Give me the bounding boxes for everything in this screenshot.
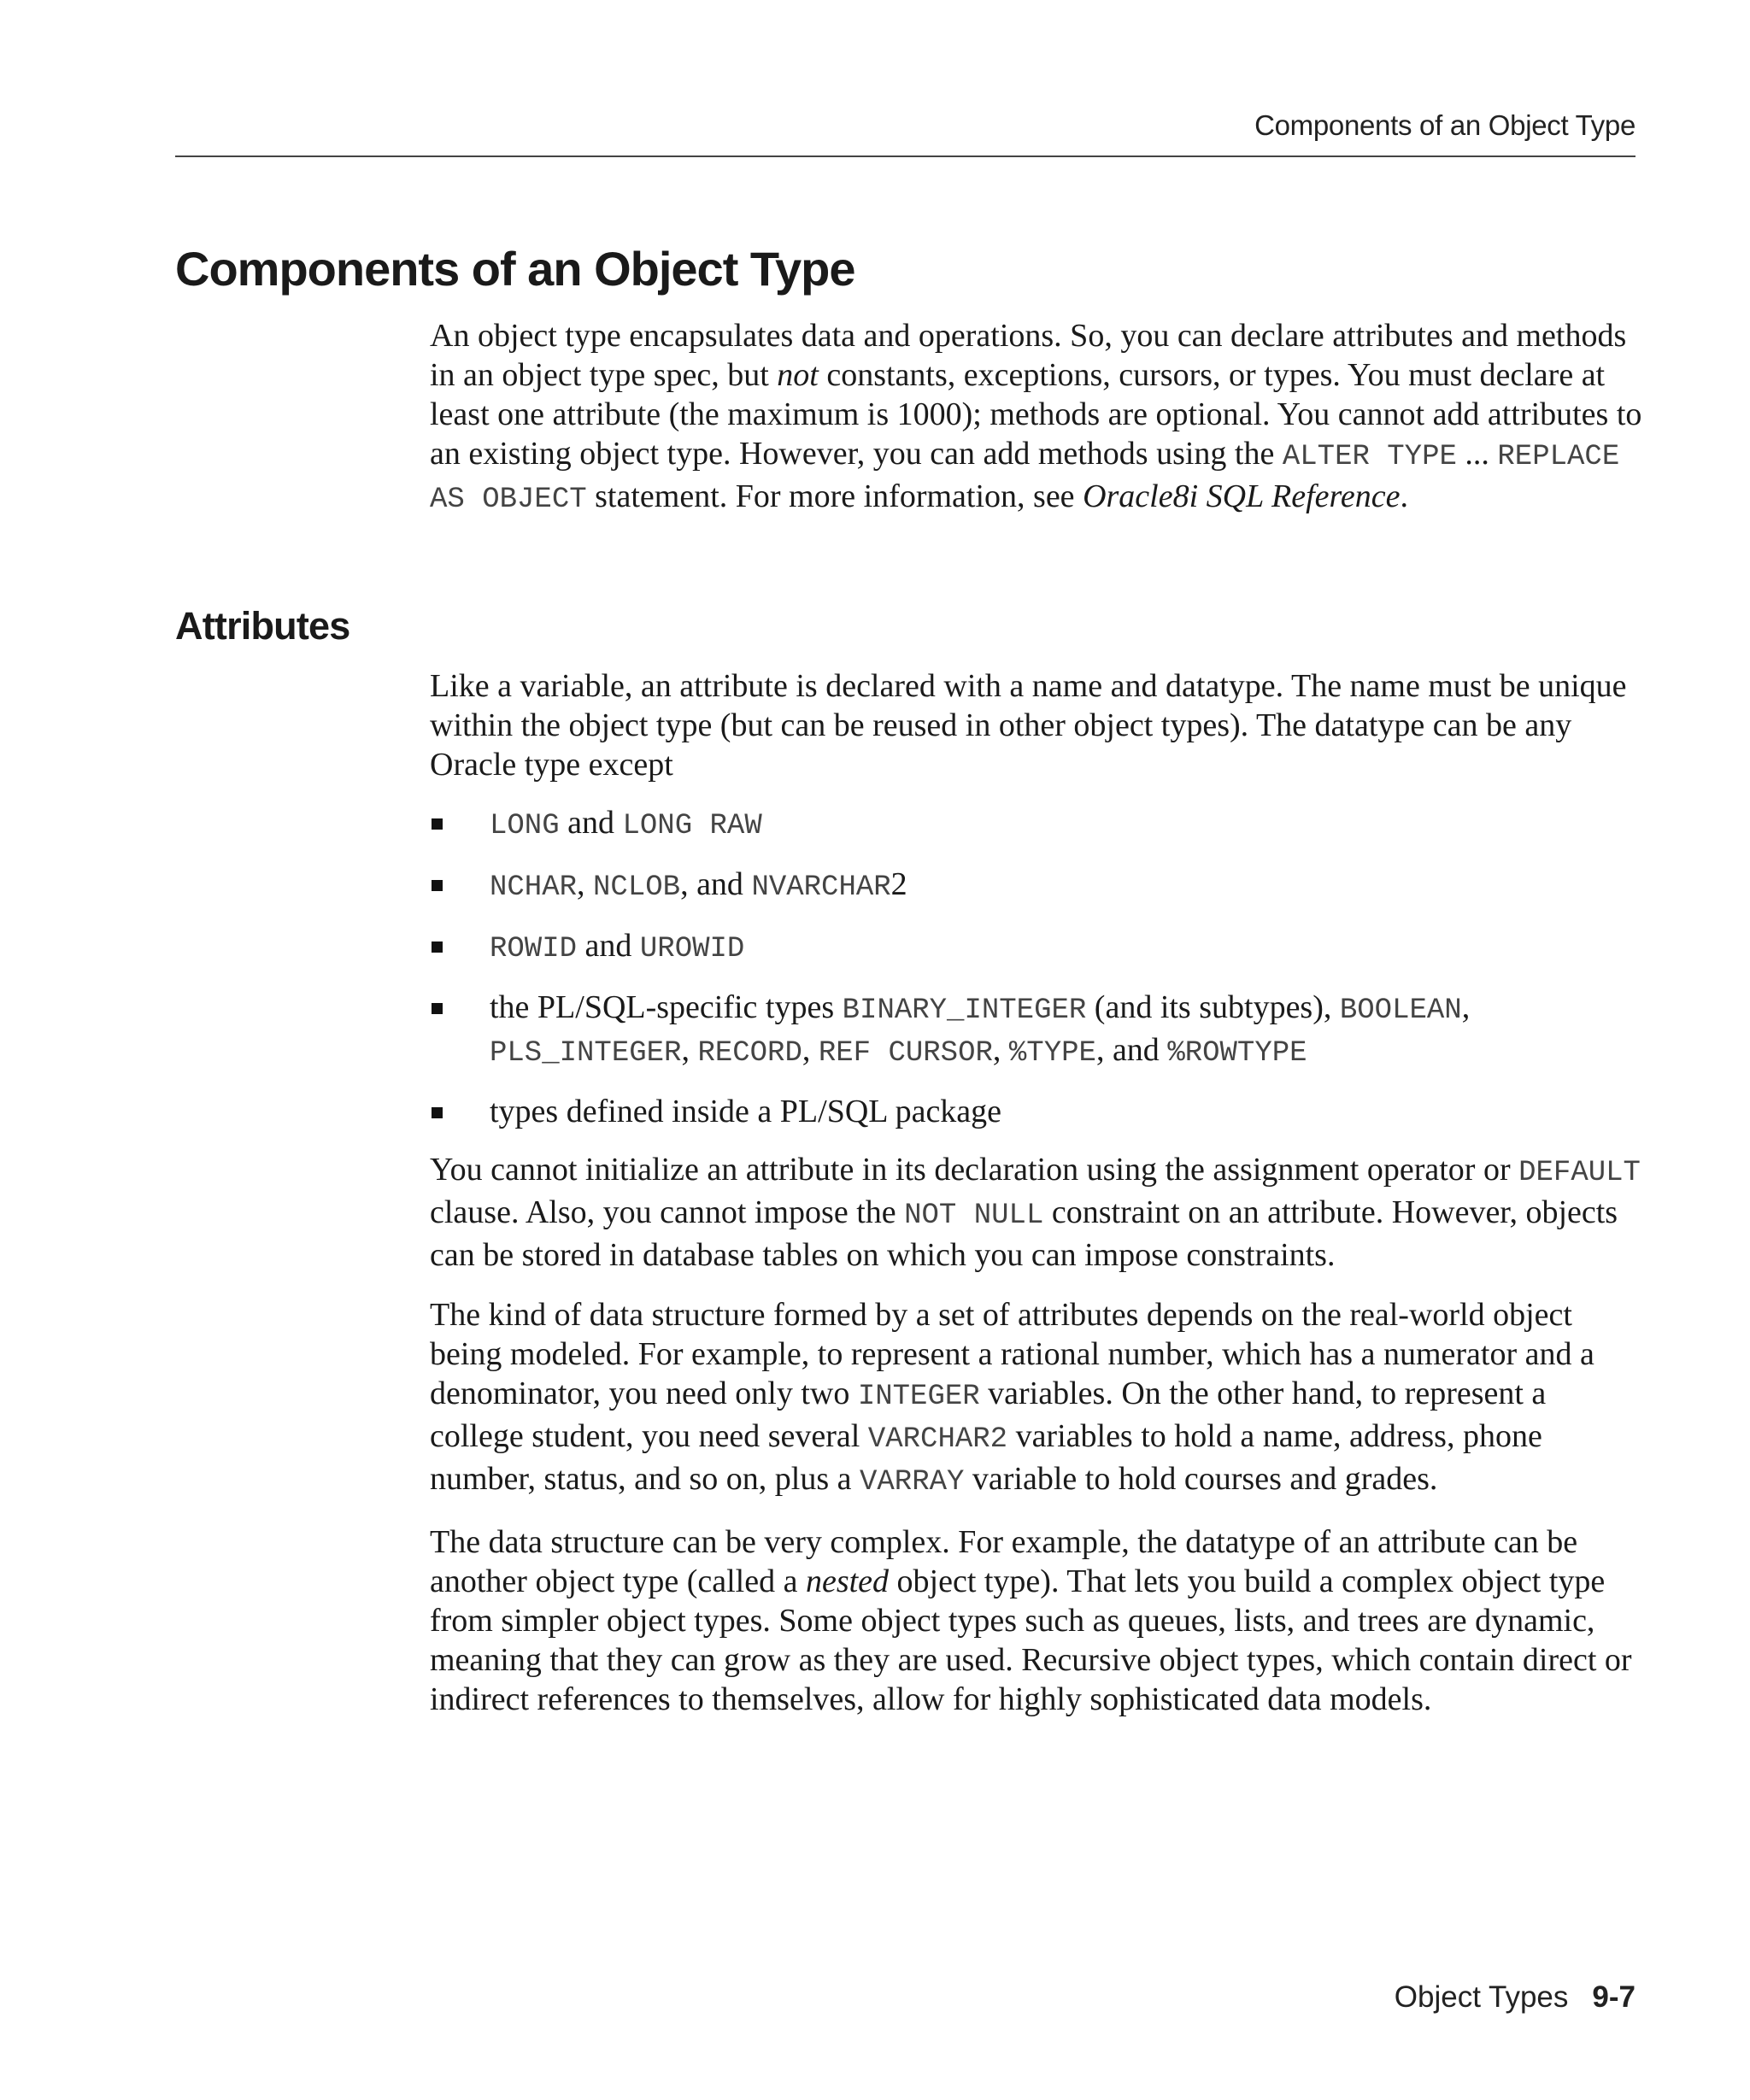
- intro-reference-title: Oracle8i SQL Reference: [1083, 478, 1401, 514]
- header-rule: [175, 155, 1635, 157]
- intro-text-1: An object type encapsulates data and operations. So, you can declare attributes and methods in an object type spec, but: [430, 318, 1627, 393]
- bullet-icon: [432, 818, 443, 830]
- paragraph-text: object type). That lets you build a complex object type from simpler object types. Some object types such as queues, lists, and trees are dynamic, meaning that they can grow as they are used. Recursive object types, which contain direct or indirect references to themselves, allow for highly sophisticated data models.: [430, 1563, 1632, 1717]
- code-nvarchar: NVARCHAR: [751, 871, 891, 904]
- list-item: [430, 988, 1643, 1073]
- code-ref-cursor: REF CURSOR: [818, 1037, 993, 1070]
- paragraph-text: The kind of data structure formed by a set of attributes depends on the real-world object being modeled. For example, to represent a rational number, which has a numerator and a denominator, you need only two: [430, 1297, 1594, 1411]
- paragraph-text: variables to hold a name, address, phone number, status, and so on, plus a: [430, 1418, 1542, 1497]
- list-text: the PL/SQL-specific types: [490, 989, 843, 1025]
- list-text: 2: [890, 866, 907, 902]
- paragraph-text: variable to hold courses and grades.: [964, 1461, 1438, 1497]
- bullet-icon: [432, 1107, 443, 1118]
- intro-code-replace-as-object: REPLACE AS OBJECT: [430, 441, 1620, 516]
- section-title: Components of an Object Type: [175, 242, 855, 296]
- code-urowid: UROWID: [639, 933, 745, 965]
- list-text: ,: [681, 1032, 698, 1068]
- list-text: (and its subtypes),: [1086, 989, 1340, 1025]
- list-text: and: [577, 928, 640, 964]
- list-text: and: [559, 805, 623, 841]
- code-nchar: NCHAR: [490, 871, 578, 904]
- list-text: types defined inside a PL/SQL package: [490, 1094, 1002, 1129]
- page-number: 9-7: [1592, 1980, 1635, 2014]
- code-binary-integer: BINARY_INTEGER: [842, 994, 1087, 1027]
- emphasis-nested: nested: [805, 1563, 890, 1599]
- attributes-paragraph-4: [430, 1522, 1643, 1719]
- list-text: , and: [1095, 1032, 1168, 1068]
- code-varray: VARRAY: [859, 1466, 965, 1499]
- paragraph-text: constraint on an attribute. However, objects can be stored in database tables on which you can impose constraints.: [430, 1194, 1618, 1273]
- paragraph-text: variables. On the other hand, to represent a college student, you need several: [430, 1376, 1547, 1454]
- attributes-body: [430, 666, 1643, 1719]
- code-not-null: NOT NULL: [904, 1200, 1044, 1232]
- attributes-heading: Attributes: [175, 604, 350, 648]
- running-header: Components of an Object Type: [1254, 109, 1635, 141]
- intro-code-alter-type: ALTER TYPE: [1282, 441, 1457, 473]
- list-item: [430, 865, 1643, 907]
- code-integer: INTEGER: [857, 1381, 980, 1413]
- intro-paragraph: [430, 316, 1643, 519]
- list-text: ,: [992, 1032, 1009, 1068]
- code-varchar2: VARCHAR2: [867, 1423, 1008, 1456]
- bullet-icon: [432, 1003, 443, 1014]
- attributes-paragraph-2: [430, 1150, 1643, 1275]
- code-default: DEFAULT: [1518, 1157, 1641, 1189]
- code-long-raw: LONG RAW: [622, 810, 762, 842]
- bullet-icon: [432, 941, 443, 953]
- list-item: [430, 803, 1643, 846]
- list-item: [430, 1092, 1643, 1131]
- bullet-icon: [432, 880, 443, 891]
- page-footer: [1395, 1980, 1635, 2015]
- code-percent-type: %TYPE: [1008, 1037, 1096, 1070]
- code-percent-rowtype: %ROWTYPE: [1167, 1037, 1307, 1070]
- paragraph-text: clause. Also, you cannot impose the: [430, 1194, 905, 1230]
- excluded-types-list: [430, 803, 1643, 1131]
- code-pls-integer: PLS_INTEGER: [490, 1037, 682, 1070]
- intro-text-5: .: [1400, 478, 1409, 514]
- footer-chapter: Object Types: [1394, 1980, 1569, 2014]
- attributes-paragraph-3: [430, 1295, 1643, 1502]
- list-text: ,: [577, 866, 594, 902]
- code-boolean: BOOLEAN: [1339, 994, 1462, 1027]
- list-text: , and: [680, 866, 752, 902]
- code-long: LONG: [490, 810, 560, 842]
- intro-emphasis-not: not: [777, 357, 819, 393]
- intro-text-2: constants, exceptions, cursors, or types. You must declare at least one attribute (the maximum is 1000); methods are optional. You cannot add attributes to an existing object type. However, you can add methods using the: [430, 357, 1642, 472]
- paragraph-text: You cannot initialize an attribute in its declaration using the assignment operator or: [430, 1152, 1519, 1188]
- attributes-paragraph-1: Like a variable, an attribute is declared with a name and datatype. The name must be unique within the object type (but can be reused in other object types). The datatype can be any Oracle type except: [430, 668, 1627, 783]
- code-rowid: ROWID: [490, 933, 578, 965]
- code-record: RECORD: [697, 1037, 802, 1070]
- list-item: [430, 926, 1643, 969]
- paragraph-text: The data structure can be very complex. For example, the datatype of an attribute can be another object type (called a: [430, 1524, 1578, 1599]
- list-text: ,: [802, 1032, 819, 1068]
- intro-text-4: statement. For more information, see: [586, 478, 1083, 514]
- list-text: ,: [1461, 989, 1471, 1025]
- intro-text-3: ...: [1456, 436, 1498, 472]
- code-nclob: NCLOB: [593, 871, 681, 904]
